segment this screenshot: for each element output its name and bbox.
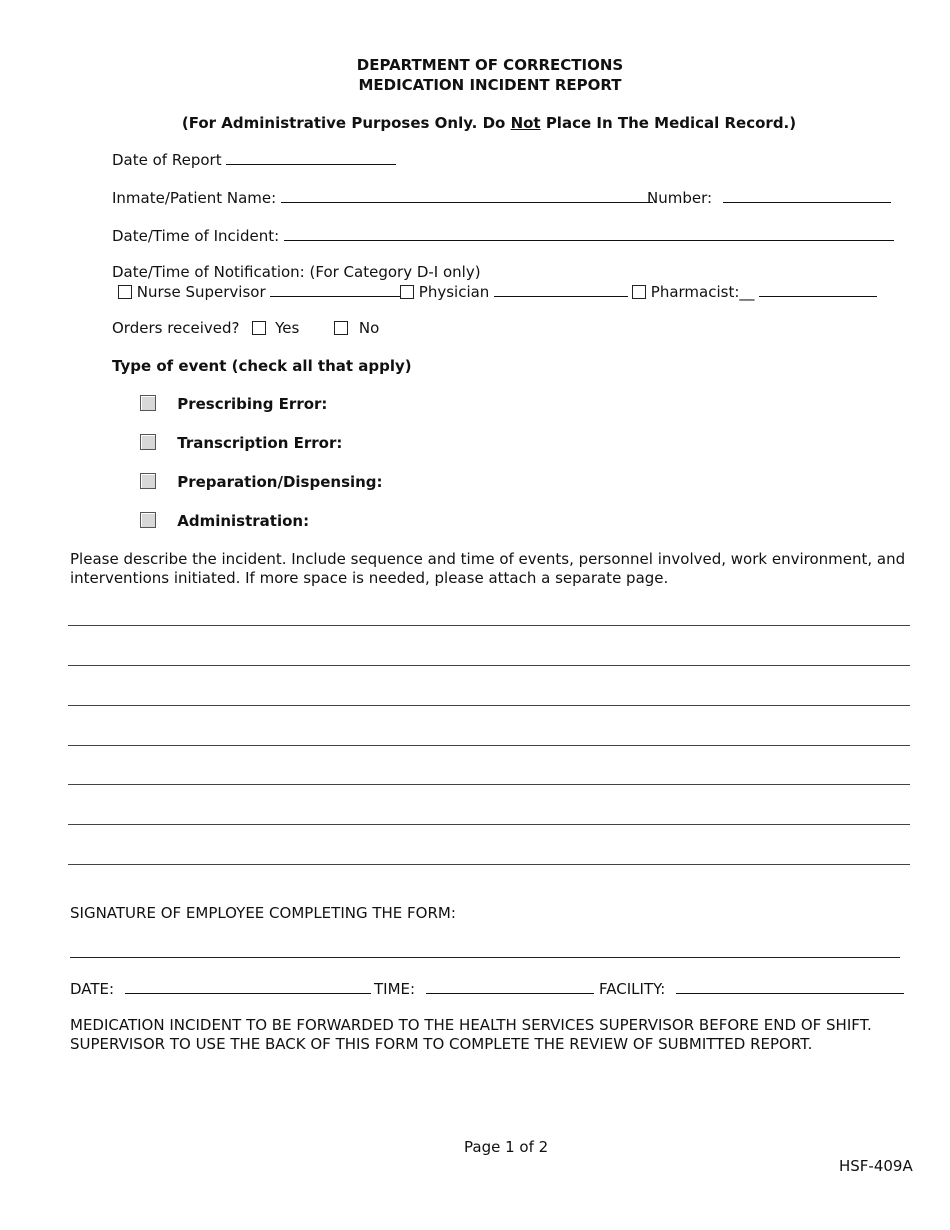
signature-facility-field[interactable] xyxy=(676,979,904,994)
form-id: HSF-409A xyxy=(839,1157,913,1175)
description-line xyxy=(68,824,910,825)
notification-label: Date/Time of Notification: (For Category D-I only) xyxy=(112,263,481,281)
description-instructions-line2: interventions initiated. If more space is needed, please attach a separate page. xyxy=(70,569,669,587)
prescribing-error-checkbox[interactable] xyxy=(140,395,156,411)
notice-post-text: Place In The Medical Record.) xyxy=(540,114,797,132)
patient-number-field[interactable] xyxy=(723,188,891,203)
description-line xyxy=(68,745,910,746)
physician-checkbox[interactable] xyxy=(400,285,414,299)
date-of-report-row xyxy=(112,150,396,169)
date-of-report-label: Date of Report xyxy=(112,151,222,169)
description-line xyxy=(68,705,910,706)
physician-row xyxy=(400,282,628,301)
signature-time-label: TIME: xyxy=(374,980,416,998)
signature-date-row xyxy=(70,979,371,998)
description-line xyxy=(68,625,910,626)
orders-no-label: No xyxy=(358,319,380,337)
physician-field[interactable] xyxy=(494,282,628,297)
administrative-notice xyxy=(0,114,950,132)
signature-date-label: DATE: xyxy=(70,980,115,998)
orders-received-label: Orders received? xyxy=(112,319,240,337)
signature-label: SIGNATURE OF EMPLOYEE COMPLETING THE FORM: xyxy=(70,904,456,922)
transcription-error-label: Transcription Error: xyxy=(177,434,343,452)
description-line xyxy=(68,864,910,865)
pharmacist-label: Pharmacist:__ xyxy=(650,283,755,301)
patient-name-row xyxy=(112,188,653,207)
signature-time-field[interactable] xyxy=(426,979,594,994)
notification-row xyxy=(118,282,402,301)
orders-no-checkbox[interactable] xyxy=(334,321,348,335)
administration-label: Administration: xyxy=(177,512,310,530)
date-of-report-field[interactable] xyxy=(226,150,396,165)
incident-datetime-label: Date/Time of Incident: xyxy=(112,227,280,245)
nurse-supervisor-checkbox[interactable] xyxy=(118,285,132,299)
page-number: Page 1 of 2 xyxy=(464,1138,549,1156)
notice-underlined-text: Not xyxy=(510,114,541,132)
signature-facility-label: FACILITY: xyxy=(599,980,666,998)
physician-label: Physician xyxy=(418,283,490,301)
pharmacist-row xyxy=(632,282,877,301)
patient-name-field[interactable] xyxy=(281,188,653,203)
event-type-item xyxy=(140,434,342,452)
transcription-error-checkbox[interactable] xyxy=(140,434,156,450)
form-title-report: MEDICATION INCIDENT REPORT xyxy=(358,76,622,94)
event-type-item xyxy=(140,512,309,530)
nurse-supervisor-field[interactable] xyxy=(270,282,402,297)
incident-datetime-row xyxy=(112,226,894,245)
form-title-department: DEPARTMENT OF CORRECTIONS xyxy=(356,56,624,74)
event-type-item xyxy=(140,395,327,413)
patient-number-label: Number: xyxy=(647,189,713,207)
patient-number-row xyxy=(647,188,891,207)
preparation-dispensing-checkbox[interactable] xyxy=(140,473,156,489)
event-type-item xyxy=(140,473,383,491)
orders-yes-checkbox[interactable] xyxy=(252,321,266,335)
orders-yes-label: Yes xyxy=(275,319,300,337)
pharmacist-checkbox[interactable] xyxy=(632,285,646,299)
preparation-dispensing-label: Preparation/Dispensing: xyxy=(177,473,383,491)
signature-line[interactable] xyxy=(70,957,900,958)
description-line xyxy=(68,665,910,666)
prescribing-error-label: Prescribing Error: xyxy=(177,395,328,413)
signature-date-field[interactable] xyxy=(125,979,371,994)
administration-checkbox[interactable] xyxy=(140,512,156,528)
patient-name-label: Inmate/Patient Name: xyxy=(112,189,277,207)
orders-received-row xyxy=(112,319,379,337)
incident-datetime-field[interactable] xyxy=(284,226,894,241)
signature-facility-row xyxy=(599,979,904,998)
nurse-supervisor-label: Nurse Supervisor xyxy=(136,283,266,301)
forwarding-note-line2: SUPERVISOR TO USE THE BACK OF THIS FORM TO COMPLETE THE REVIEW OF SUBMITTED REPORT. xyxy=(70,1035,813,1053)
description-line xyxy=(68,784,910,785)
event-type-heading: Type of event (check all that apply) xyxy=(112,357,412,375)
signature-time-row xyxy=(374,979,594,998)
pharmacist-field[interactable] xyxy=(759,282,877,297)
description-instructions-line1: Please describe the incident. Include sequence and time of events, personnel involved, work environment, and xyxy=(70,550,906,568)
forwarding-note-line1: MEDICATION INCIDENT TO BE FORWARDED TO THE HEALTH SERVICES SUPERVISOR BEFORE END OF SHIFT. xyxy=(70,1016,872,1034)
notice-pre-text: (For Administrative Purposes Only. Do xyxy=(181,114,511,132)
